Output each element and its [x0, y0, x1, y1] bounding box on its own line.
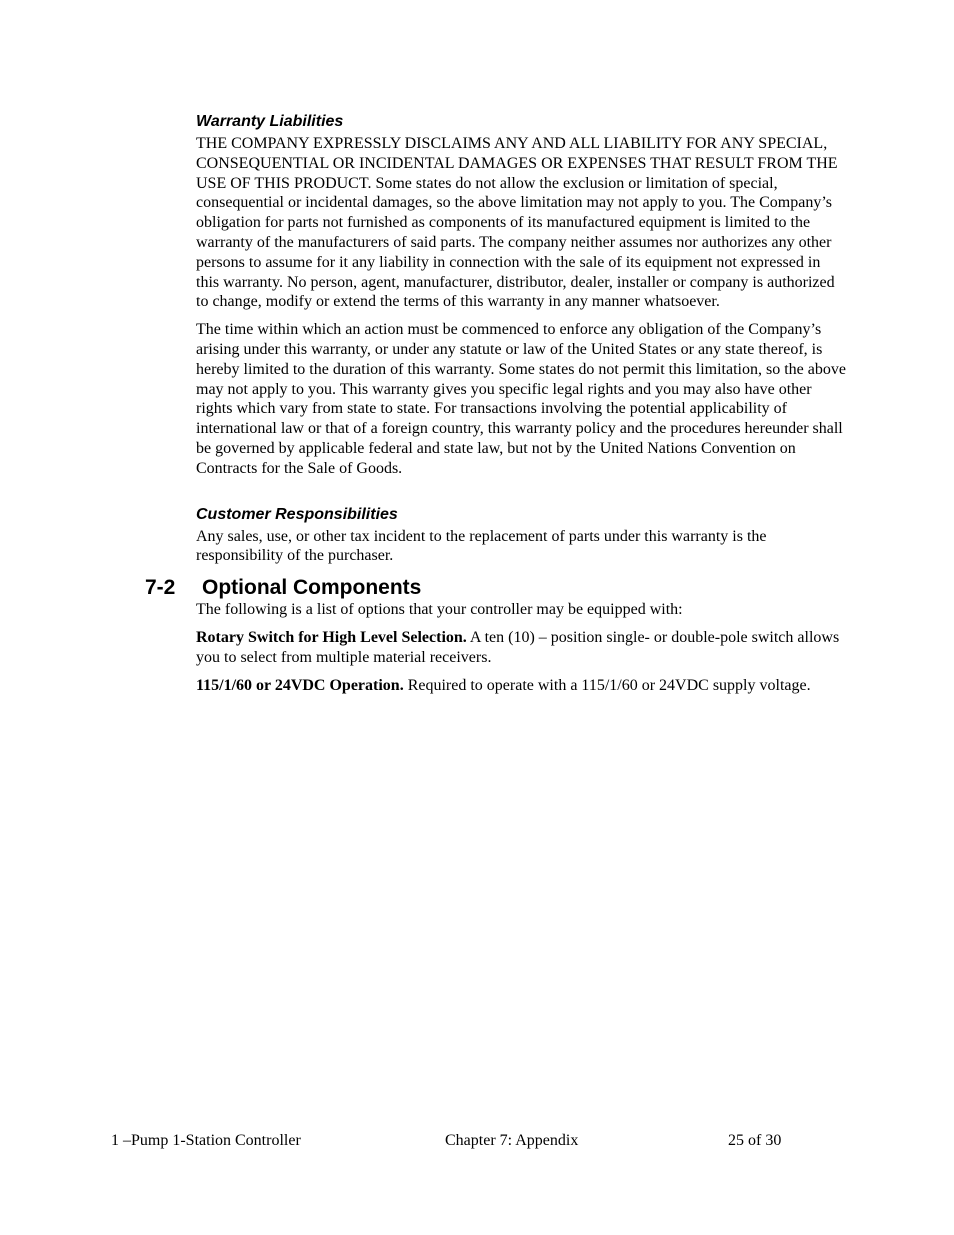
warranty-liabilities-paragraph-1: THE COMPANY EXPRESSLY DISCLAIMS ANY AND ALL LIABILITY FOR ANY SPECIAL, CONSEQUENTIAL OR INCIDENTAL DAMAGES OR EXPENSES THAT RESULT FROM THE USE OF THIS PRODUCT. Some states do not allow the exclusion or limitation of special, consequential or incidental damages, so the above limitation may not apply to you. The Company’s obligation for parts not furnished as components of its manufactured equipment is limited to the warranty of the manufacturers of said parts. The company neither assumes nor authorizes any other persons to assume for it any liability in connection with the sale of its equipment not expressed in this warranty. No person, agent, manufacturer, distributor, dealer, installer or company is authorized to change, modify or extend the terms of this warranty in any manner whatsoever.: [196, 135, 838, 311]
footer-document-title: 1 –Pump 1-Station Controller: [111, 1132, 301, 1149]
option-item-text: Required to operate with a 115/1/60 or 24VDC supply voltage.: [403, 676, 811, 694]
page-content: [145, 112, 846, 703]
option-item-operation-voltage: [196, 676, 846, 696]
option-item-lead: 115/1/60 or 24VDC Operation.: [196, 676, 404, 694]
option-item-text: A ten (10) – position single- or double-pole switch allows you to select from multiple material receivers.: [196, 628, 840, 666]
section-number: 7-2: [145, 576, 176, 600]
warranty-liabilities-heading: Warranty Liabilities: [196, 113, 344, 130]
section-heading: [145, 576, 846, 600]
option-item-lead: Rotary Switch for High Level Selection.: [196, 628, 467, 646]
footer-chapter: Chapter 7: Appendix: [445, 1132, 579, 1149]
customer-responsibilities-heading: Customer Responsibilities: [196, 505, 398, 523]
footer-page-number: 25 of 30: [728, 1132, 782, 1149]
optional-components-intro: The following is a list of options that your controller may be equipped with:: [196, 601, 683, 619]
section-title: Optional Components: [202, 576, 422, 600]
customer-responsibilities-paragraph: Any sales, use, or other tax incident to the replacement of parts under this warranty is the responsibility of the purchaser.: [196, 527, 767, 565]
warranty-liabilities-paragraph-2: The time within which an action must be commenced to enforce any obligation of the Company’s arising under this warranty, or under any statute or law of the United States or any state thereof, is hereby limited to the duration of this warranty. Some states do not permit this limitation, so the above may not apply to you. This warranty gives you specific legal rights and you may also have other rights which vary from state to state. For transactions involving the potential applicability of international law or that of a foreign country, this warranty policy and the procedures hereunder shall be governed by applicable federal and state law, but not by the United Nations Convention on Contracts for the Sale of Goods.: [196, 321, 846, 477]
option-item-rotary-switch: [196, 628, 846, 668]
page-footer: [0, 1131, 954, 1151]
